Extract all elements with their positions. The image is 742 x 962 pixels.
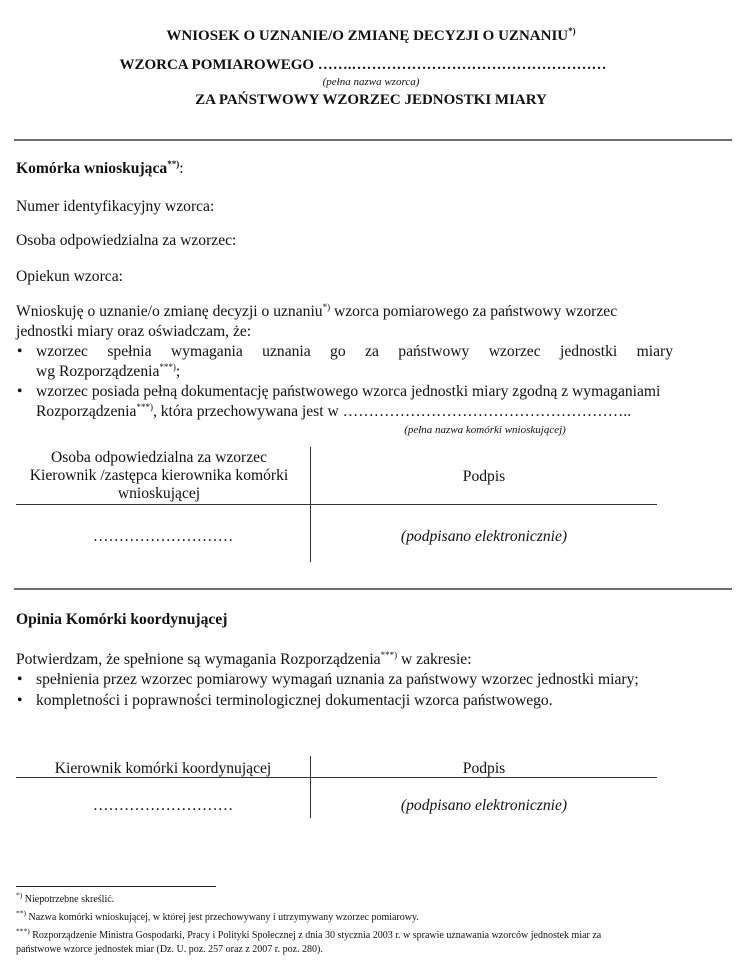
requesting-unit-heading: Komórka wnioskująca**): (16, 158, 184, 177)
standard-id-label: Numer identyfikacyjny wzorca: (16, 198, 215, 215)
declaration-item-1-line1: wzorzec spełnia wymagania uznania go za państwowy wzorzec jednostki miary (36, 343, 673, 360)
electronic-signature-note: (podpisano elektronicznie) (400, 528, 568, 545)
signature-column-label: Podpis (462, 468, 506, 485)
bullet-glyph: • (17, 692, 23, 709)
standard-name-hint: (pełna nazwa wzorca) (322, 76, 420, 88)
storage-unit-hint: (pełna nazwa komórki wnioskującej) (404, 424, 566, 436)
signatory-name-placeholder: ……………………… (92, 528, 234, 545)
table-divider-horizontal (16, 504, 657, 505)
coordinator-name-placeholder: ……………………… (92, 797, 234, 814)
declaration-item-1-line2: wg Rozporządzenia***); (36, 361, 181, 380)
document-title-line2: WZORCA POMIAROWEGO …….…………………………………………… (119, 57, 607, 73)
footnote-1: *) Niepotrzebne skreślić. (16, 890, 115, 905)
footnote-2: **) Nazwa komórki wnioskującej, w której jest przechowywany i utrzymywany wzorzec pomiarowy. (16, 908, 419, 923)
request-statement-line2: jednostki miary oraz oświadczam, że: (16, 323, 252, 340)
confirmation-statement: Potwierdzam, że spełnione są wymagania Rozporządzenia***) w zakresie: (16, 649, 472, 668)
section-divider (14, 139, 732, 141)
electronic-signature-note: (podpisano elektronicznie) (400, 797, 568, 814)
table-divider-vertical (310, 756, 311, 818)
opinion-item-2: kompletności i poprawności terminologicznej dokumentacji wzorca państwowego. (36, 692, 553, 709)
opinion-item-1: spełnienia przez wzorzec pomiarowy wymagań uznania za państwowy wzorzec jednostki miary; (36, 671, 639, 688)
footnote-mark: *) (568, 26, 576, 36)
coordinator-role-label: Kierownik komórki koordynującej (54, 760, 272, 777)
declaration-item-2-line1: wzorzec posiada pełną dokumentację państwowego wzorca jednostki miary zgodną z wymaganiami (36, 383, 661, 400)
responsible-person-label: Osoba odpowiedzialna za wzorzec: (16, 232, 237, 249)
footnote-3-line1: ***) Rozporządzenie Ministra Gospodarki, Pracy i Polityki Społecznej z dnia 30 stycznia 2003 r. w sprawie uznawania wzorców jednostek miar za (16, 926, 602, 941)
request-statement-line1: Wnioskuję o uznanie/o zmianę decyzji o uznaniu*) wzorca pomiarowego za państwowy wzorzec (16, 301, 618, 320)
coordinating-unit-heading: Opinia Komórki koordynującej (16, 611, 228, 628)
bullet-glyph: • (17, 671, 23, 688)
signatory-role-label: Osoba odpowiedzialna za wzorzec Kierownik /zastępca kierownika komórki wnioskującej (29, 449, 289, 502)
declaration-item-2-line2: Rozporządzenia***), która przechowywana jest w ……………………………………………….. (36, 401, 632, 420)
document-title-line3: ZA PAŃSTWOWY WZORZEC JEDNOSTKI MIARY (195, 92, 547, 108)
document-title-line1: WNIOSEK O UZNANIE/O ZMIANĘ DECYZJI O UZNANIU*) (166, 26, 576, 44)
section-divider (14, 588, 732, 590)
footnote-separator (16, 886, 216, 887)
bullet-glyph: • (17, 343, 23, 360)
footnote-3-line2: państwowe wzorce jednostek miar (Dz. U. poz. 257 oraz z 2007 r. poz. 280). (16, 944, 323, 955)
table-divider-horizontal (16, 777, 657, 778)
signature-column-label: Podpis (462, 760, 506, 777)
bullet-glyph: • (17, 383, 23, 400)
standard-guardian-label: Opiekun wzorca: (16, 268, 123, 285)
